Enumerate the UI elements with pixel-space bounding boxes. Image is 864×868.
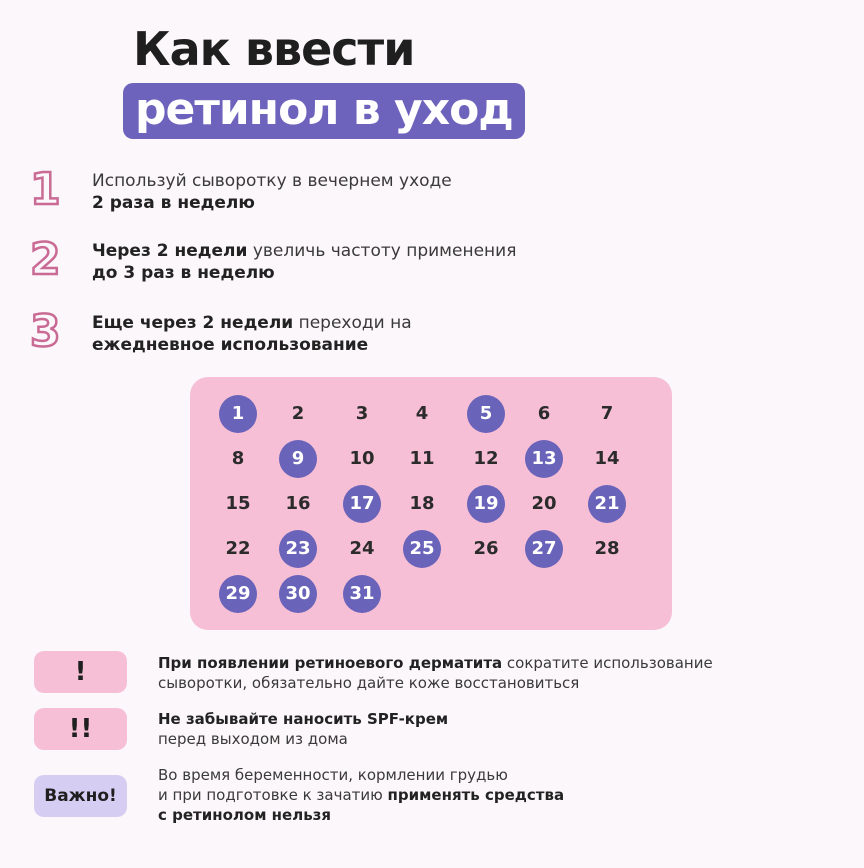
calendar-day-18: 18	[409, 493, 435, 514]
calendar-day-17: 17	[343, 485, 381, 523]
note-text-bold: Не забывайте наносить SPF-крем	[158, 710, 449, 728]
note-text	[158, 709, 448, 749]
step-text-bold-2: до 3 раз в неделю	[92, 263, 275, 283]
calendar-day-3: 3	[355, 403, 369, 424]
step-text-bold: Через 2 недели	[92, 241, 248, 261]
calendar-day-1: 1	[219, 395, 257, 433]
step-text	[92, 312, 412, 356]
note-text-plain: сократите использование	[502, 654, 713, 672]
calendar-day-13: 13	[525, 440, 563, 478]
calendar-day-20: 20	[531, 493, 557, 514]
calendar-day-22: 22	[225, 538, 251, 559]
note-text-plain: перед выходом из дома	[158, 730, 348, 748]
calendar-day-19: 19	[467, 485, 505, 523]
step-text-plain: Используй сыворотку в вечернем уходе	[92, 171, 452, 191]
calendar-day-7: 7	[600, 403, 614, 424]
step-text-bold: 2 раза в неделю	[92, 193, 255, 213]
important-badge: Важно!	[34, 775, 127, 817]
note-text-plain: Во время беременности, кормлении грудью	[158, 766, 508, 784]
calendar-day-10: 10	[349, 448, 375, 469]
step-text-plain: увеличь частоту применения	[247, 241, 517, 261]
calendar-day-11: 11	[409, 448, 435, 469]
step-text-plain: переходи на	[293, 313, 412, 333]
exclamation-badge: !	[34, 651, 127, 693]
calendar-day-31: 31	[343, 575, 381, 613]
calendar-day-23: 23	[279, 530, 317, 568]
calendar-day-14: 14	[594, 448, 620, 469]
calendar-day-21: 21	[588, 485, 626, 523]
note-text-bold: применять средства	[387, 786, 565, 804]
calendar-day-24: 24	[349, 538, 375, 559]
step-text-bold-2: ежедневное использование	[92, 335, 369, 355]
calendar-day-5: 5	[467, 395, 505, 433]
note-text-bold: При появлении ретиноевого дерматита	[158, 654, 503, 672]
title-line-1: Как ввести	[133, 22, 415, 76]
calendar-day-8: 8	[231, 448, 245, 469]
calendar-grid	[190, 377, 672, 630]
note-text	[158, 653, 713, 693]
calendar-day-30: 30	[279, 575, 317, 613]
calendar-day-29: 29	[219, 575, 257, 613]
calendar-day-4: 4	[415, 403, 429, 424]
calendar-day-28: 28	[594, 538, 620, 559]
calendar-day-12: 12	[473, 448, 499, 469]
calendar-day-16: 16	[285, 493, 311, 514]
double-exclamation-badge: !!	[34, 708, 127, 750]
calendar-day-2: 2	[291, 403, 305, 424]
step-number: 2	[30, 234, 61, 285]
note-text-bold-2: с ретинолом нельзя	[158, 806, 332, 824]
calendar-day-9: 9	[279, 440, 317, 478]
step-text-bold: Еще через 2 недели	[92, 313, 294, 333]
note-text	[158, 765, 564, 825]
calendar-day-15: 15	[225, 493, 251, 514]
calendar-day-26: 26	[473, 538, 499, 559]
step-text	[92, 170, 452, 214]
step-text	[92, 240, 516, 284]
note-text-plain-2: и при подготовке к зачатию	[158, 786, 388, 804]
title-line-2: ретинол в уход	[123, 83, 525, 139]
calendar-day-27: 27	[525, 530, 563, 568]
calendar-day-25: 25	[403, 530, 441, 568]
step-number: 1	[30, 164, 61, 215]
step-number: 3	[30, 306, 61, 357]
calendar-day-6: 6	[537, 403, 551, 424]
note-text-plain-2: сыворотки, обязательно дайте коже восстановиться	[158, 674, 580, 692]
